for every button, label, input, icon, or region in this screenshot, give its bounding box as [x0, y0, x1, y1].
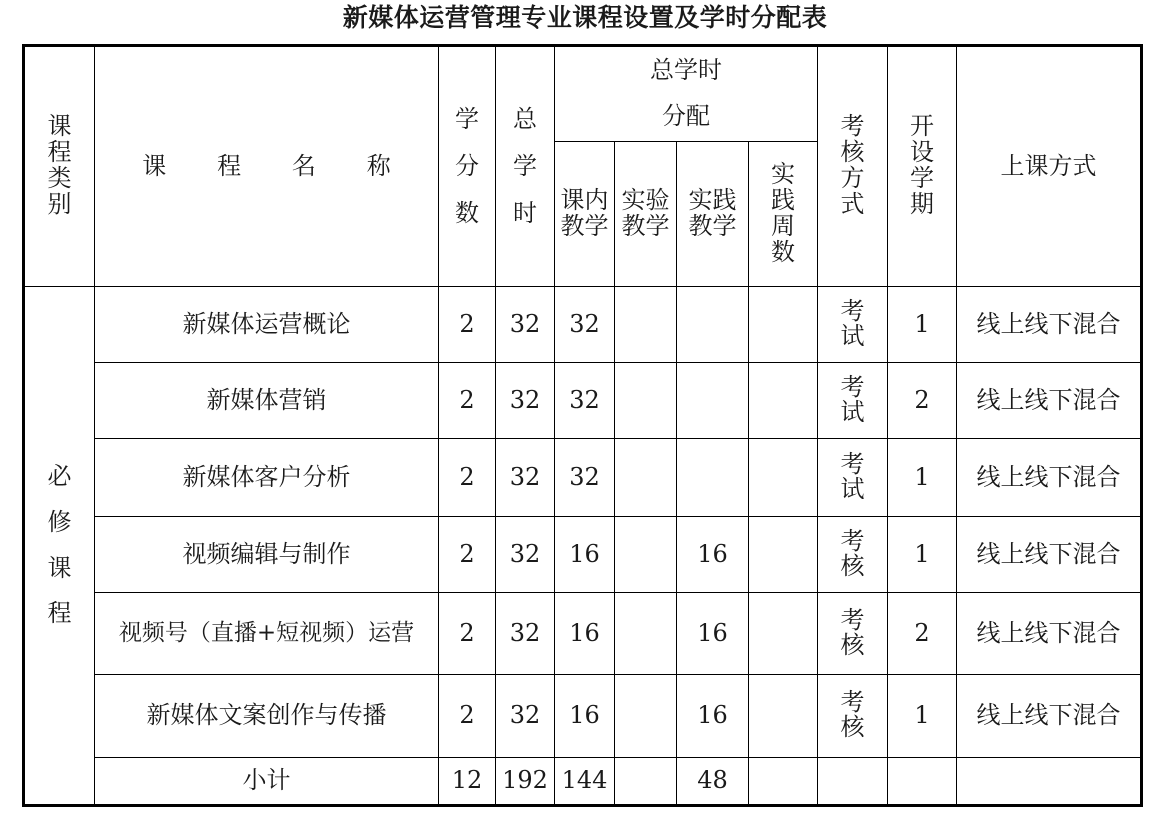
- table-title: 新媒体运营管理专业课程设置及学时分配表: [342, 3, 828, 32]
- weeks-cell: [749, 675, 818, 758]
- in-class-cell: 32: [555, 439, 615, 517]
- assessment-cell: 考试: [818, 363, 888, 439]
- header-total-hours: 总学时: [496, 46, 555, 287]
- semester-cell: 1: [888, 287, 957, 363]
- subtotal-in-class: 144: [555, 758, 615, 806]
- delivery-cell: 线上线下混合: [957, 675, 1142, 758]
- in-class-cell: 16: [555, 675, 615, 758]
- subtotal-weeks: [749, 758, 818, 806]
- header-category: 课程类别: [24, 46, 95, 287]
- practice-cell: [677, 439, 749, 517]
- course-name: 新媒体营销: [95, 363, 439, 439]
- semester-cell: 2: [888, 363, 957, 439]
- weeks-cell: [749, 287, 818, 363]
- course-name: 新媒体文案创作与传播: [95, 675, 439, 758]
- header-credits: 学分数: [439, 46, 496, 287]
- lab-cell: [615, 363, 677, 439]
- subtotal-lab: [615, 758, 677, 806]
- in-class-cell: 16: [555, 593, 615, 675]
- semester-cell: 2: [888, 593, 957, 675]
- weeks-cell: [749, 363, 818, 439]
- delivery-cell: 线上线下混合: [957, 287, 1142, 363]
- weeks-cell: [749, 439, 818, 517]
- total-hours-cell: 32: [496, 517, 555, 593]
- practice-cell: [677, 287, 749, 363]
- in-class-cell: 32: [555, 363, 615, 439]
- table-row: [24, 287, 1142, 363]
- lab-cell: [615, 675, 677, 758]
- subtotal-assessment: [818, 758, 888, 806]
- credits-cell: 2: [439, 675, 496, 758]
- header-lab: 实验教学: [615, 142, 677, 287]
- credits-cell: 2: [439, 287, 496, 363]
- course-name: 新媒体客户分析: [95, 439, 439, 517]
- total-hours-cell: 32: [496, 675, 555, 758]
- course-name: 视频号（直播+短视频）运营: [95, 593, 439, 675]
- table-row: [24, 675, 1142, 758]
- practice-cell: 16: [677, 517, 749, 593]
- total-hours-cell: 32: [496, 593, 555, 675]
- header-assessment: 考核方式: [818, 46, 888, 287]
- subtotal-practice: 48: [677, 758, 749, 806]
- credits-cell: 2: [439, 517, 496, 593]
- semester-cell: 1: [888, 517, 957, 593]
- subtotal-semester: [888, 758, 957, 806]
- header-course-name: 课 程 名 称: [95, 46, 439, 287]
- credits-cell: 2: [439, 363, 496, 439]
- table-row: [24, 439, 1142, 517]
- in-class-cell: 32: [555, 287, 615, 363]
- course-name: 视频编辑与制作: [95, 517, 439, 593]
- subtotal-total-hours: 192: [496, 758, 555, 806]
- delivery-cell: 线上线下混合: [957, 363, 1142, 439]
- in-class-cell: 16: [555, 517, 615, 593]
- table-row: [24, 593, 1142, 675]
- header-row-1: [24, 46, 1142, 142]
- assessment-cell: 考核: [818, 593, 888, 675]
- practice-cell: 16: [677, 675, 749, 758]
- semester-cell: 1: [888, 439, 957, 517]
- total-hours-cell: 32: [496, 363, 555, 439]
- table-row: [24, 517, 1142, 593]
- subtotal-row: [24, 758, 1142, 806]
- delivery-cell: 线上线下混合: [957, 517, 1142, 593]
- total-hours-cell: 32: [496, 287, 555, 363]
- credits-cell: 2: [439, 439, 496, 517]
- lab-cell: [615, 439, 677, 517]
- practice-cell: 16: [677, 593, 749, 675]
- lab-cell: [615, 593, 677, 675]
- total-hours-cell: 32: [496, 439, 555, 517]
- header-in-class: 课内教学: [555, 142, 615, 287]
- credits-cell: 2: [439, 593, 496, 675]
- delivery-cell: 线上线下混合: [957, 593, 1142, 675]
- assessment-cell: 考核: [818, 517, 888, 593]
- subtotal-credits: 12: [439, 758, 496, 806]
- header-hours-allocation: 总学时 分配: [555, 46, 818, 142]
- subtotal-label: 小计: [95, 758, 439, 806]
- semester-cell: 1: [888, 675, 957, 758]
- header-semester: 开设学期: [888, 46, 957, 287]
- weeks-cell: [749, 593, 818, 675]
- weeks-cell: [749, 517, 818, 593]
- category-cell: 必修课程: [24, 287, 95, 806]
- header-practice: 实践教学: [677, 142, 749, 287]
- subtotal-delivery: [957, 758, 1142, 806]
- lab-cell: [615, 287, 677, 363]
- course-schedule-table: [22, 44, 1143, 807]
- delivery-cell: 线上线下混合: [957, 439, 1142, 517]
- practice-cell: [677, 363, 749, 439]
- assessment-cell: 考核: [818, 675, 888, 758]
- header-practice-weeks: 实践周数: [749, 142, 818, 287]
- table-row: [24, 363, 1142, 439]
- header-delivery: 上课方式: [957, 46, 1142, 287]
- course-name: 新媒体运营概论: [95, 287, 439, 363]
- lab-cell: [615, 517, 677, 593]
- assessment-cell: 考试: [818, 439, 888, 517]
- assessment-cell: 考试: [818, 287, 888, 363]
